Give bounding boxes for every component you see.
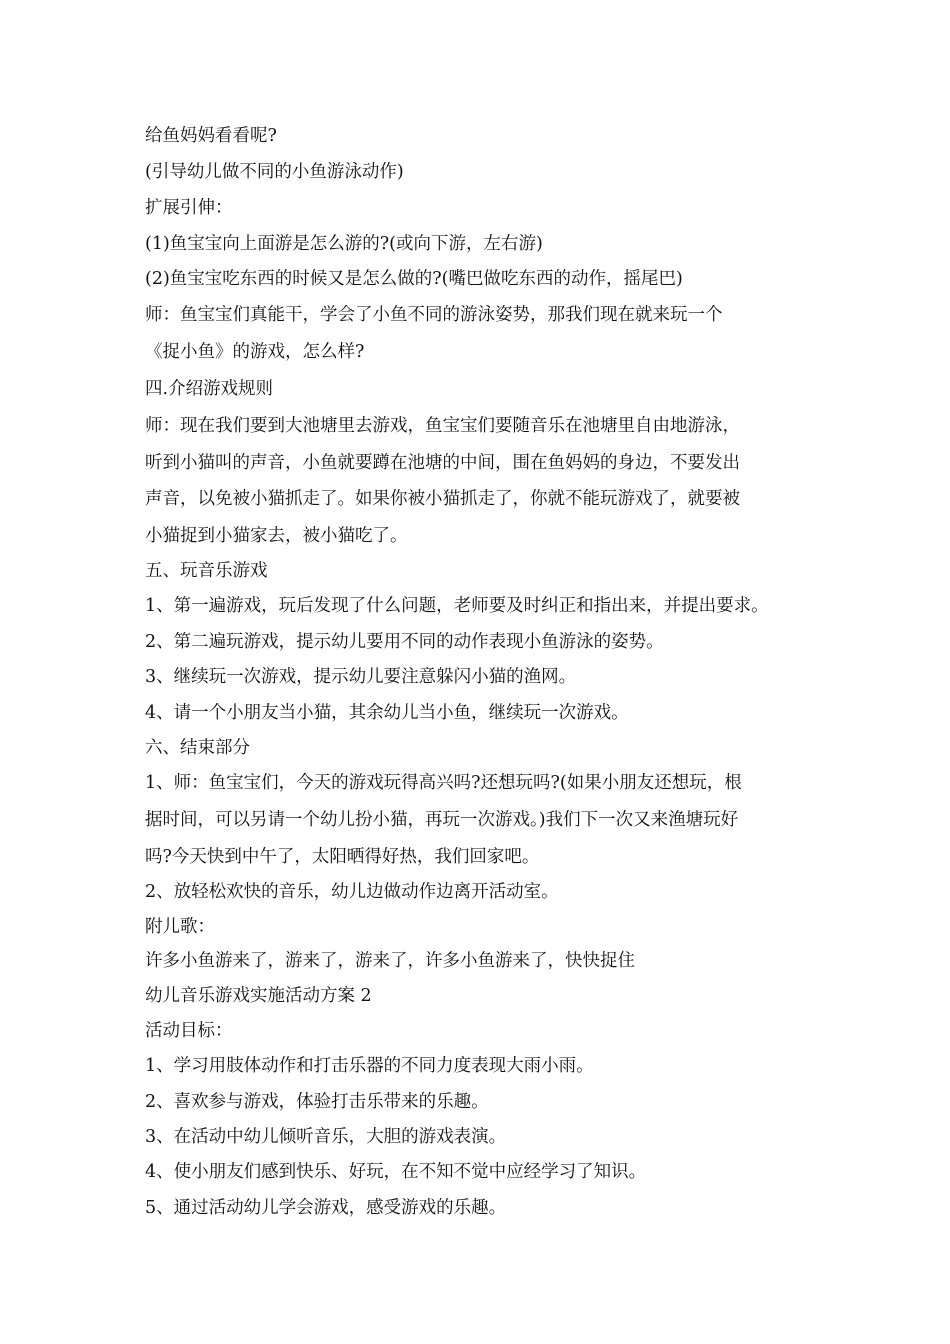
text-line: 扩展引伸： (145, 198, 233, 218)
text-line: 2、喜欢参与游戏，体验打击乐带来的乐趣。 (145, 1092, 489, 1112)
text-line: 附儿歌： (145, 917, 215, 937)
text-line: 吗?今天快到中午了，太阳晒得好热，我们回家吧。 (145, 847, 540, 867)
text-line: (2)鱼宝宝吃东西的时候又是怎么做的?(嘴巴做吃东西的动作，摇尾巴) (145, 269, 683, 289)
text-line: 1、第一遍游戏，玩后发现了什么问题，老师要及时纠正和指出来，并提出要求。 (145, 596, 769, 616)
text-line: 给鱼妈妈看看呢? (145, 126, 277, 146)
section-heading: 四.介绍游戏规则 (145, 379, 274, 399)
text-line: 声音，以免被小猫抓走了。如果你被小猫抓走了，你就不能玩游戏了，就要被 (145, 489, 740, 509)
text-line: 师：现在我们要到大池塘里去游戏，鱼宝宝们要随音乐在池塘里自由地游泳， (145, 416, 740, 436)
text-line: 师：鱼宝宝们真能干，学会了小鱼不同的游泳姿势，那我们现在就来玩一个 (145, 305, 723, 325)
section-heading: 幼儿音乐游戏实施活动方案 2 (145, 986, 372, 1006)
text-line: 2、第二遍玩游戏，提示幼儿要用不同的动作表现小鱼游泳的姿势。 (145, 632, 664, 652)
text-line: 3、继续玩一次游戏，提示幼儿要注意躲闪小猫的渔网。 (145, 667, 577, 687)
text-line: 许多小鱼游来了，游来了，游来了，许多小鱼游来了，快快捉住 (145, 951, 635, 971)
text-line: 1、师：鱼宝宝们，今天的游戏玩得高兴吗?还想玩吗?(如果小朋友还想玩，根 (145, 773, 742, 793)
text-line: 4、使小朋友们感到快乐、好玩，在不知不觉中应经学习了知识。 (145, 1162, 647, 1182)
text-line: 《捉小鱼》的游戏，怎么样? (145, 342, 365, 362)
text-line: 听到小猫叫的声音，小鱼就要蹲在池塘的中间，围在鱼妈妈的身边，不要发出 (145, 453, 740, 473)
text-line: 2、放轻松欢快的音乐，幼儿边做动作边离开活动室。 (145, 882, 559, 902)
text-line: 活动目标： (145, 1021, 233, 1041)
text-line: (引导幼儿做不同的小鱼游泳动作) (145, 162, 404, 182)
text-line: 4、请一个小朋友当小猫，其余幼儿当小鱼，继续玩一次游戏。 (145, 703, 629, 723)
section-heading: 六、结束部分 (145, 738, 250, 758)
text-line: 1、学习用肢体动作和打击乐器的不同力度表现大雨小雨。 (145, 1056, 594, 1076)
text-line: 据时间，可以另请一个幼儿扮小猫，再玩一次游戏。)我们下一次又来渔塘玩好 (145, 810, 739, 830)
section-heading: 五、玩音乐游戏 (145, 561, 268, 581)
text-line: 5、通过活动幼儿学会游戏，感受游戏的乐趣。 (145, 1198, 507, 1218)
text-line: (1)鱼宝宝向上面游是怎么游的?(或向下游，左右游) (145, 234, 543, 254)
text-line: 3、在活动中幼儿倾听音乐，大胆的游戏表演。 (145, 1127, 507, 1147)
text-line: 小猫捉到小猫家去，被小猫吃了。 (145, 526, 408, 546)
